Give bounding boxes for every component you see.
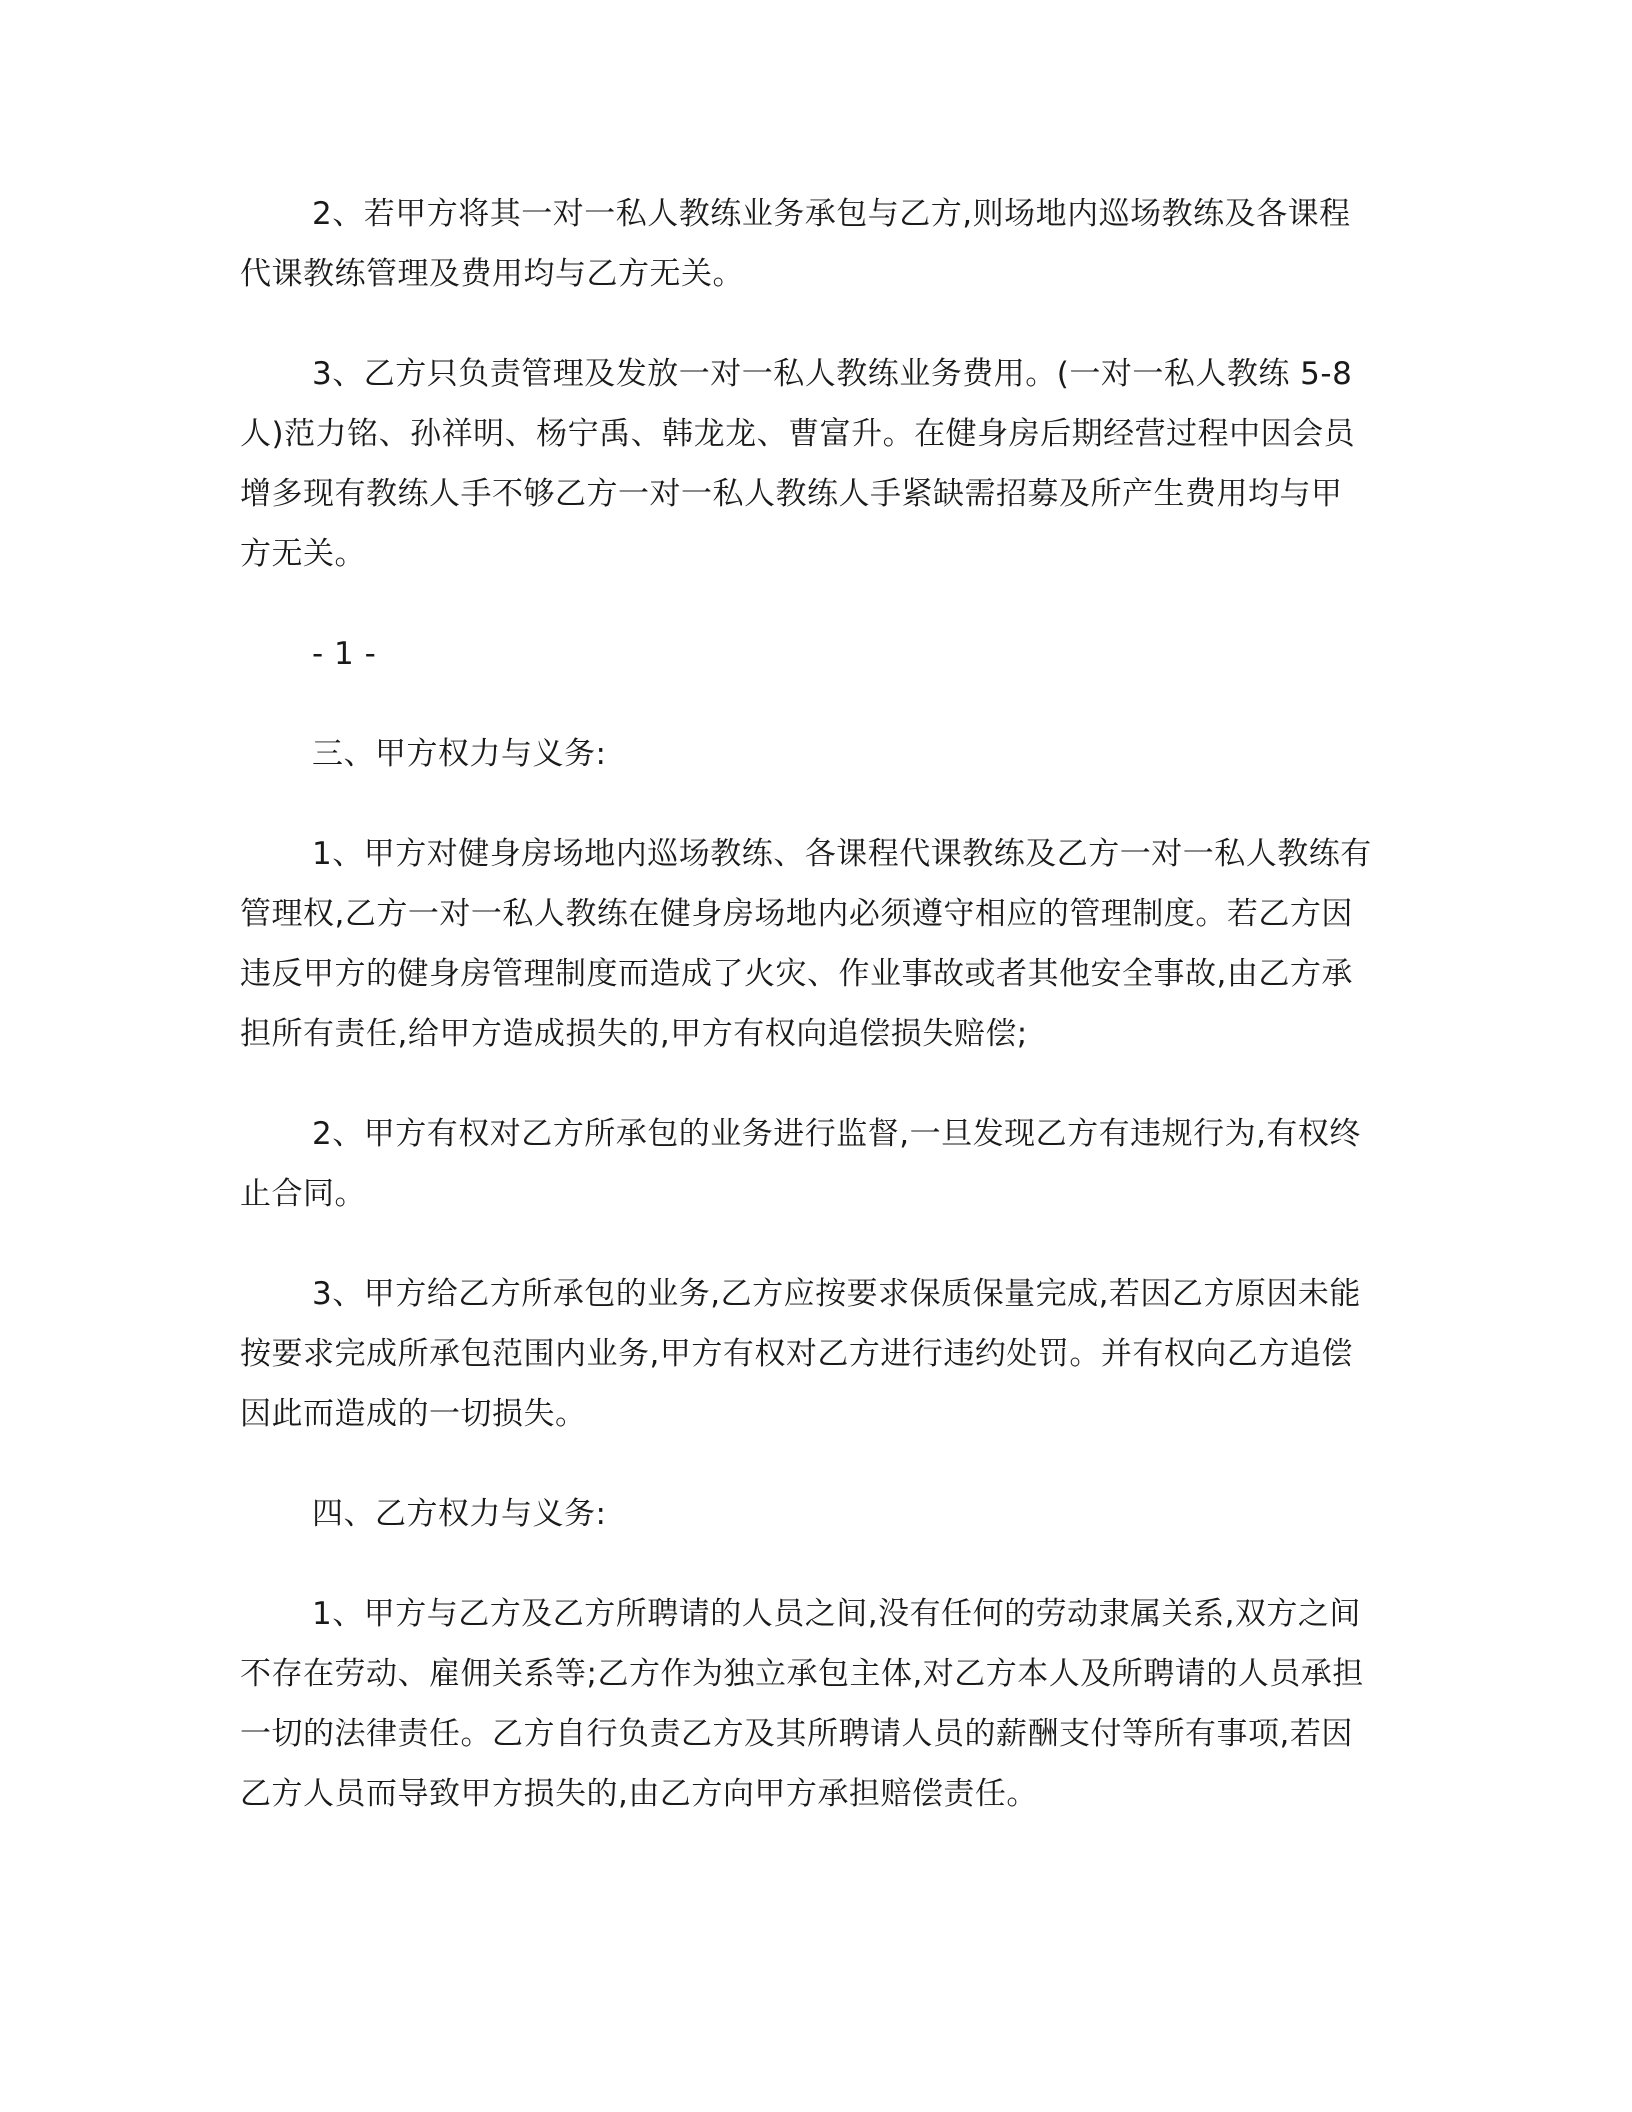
paragraph-section2-item3	[240, 344, 1400, 584]
paragraph-line: 止合同。	[240, 1176, 366, 1212]
paragraph-line: 代课教练管理及费用均与乙方无关。	[240, 256, 744, 292]
paragraph-section3-item2	[240, 1104, 1400, 1224]
page-number: - 1 -	[312, 636, 377, 672]
paragraph-section2-item2	[240, 184, 1400, 304]
paragraph-line: 一切的法律责任。乙方自行负责乙方及其所聘请人员的薪酬支付等所有事项,若因	[240, 1716, 1353, 1752]
paragraph-line: 方无关。	[240, 536, 366, 572]
paragraph-section3-item1	[240, 824, 1400, 1064]
paragraph-line: 3、甲方给乙方所承包的业务,乙方应按要求保质保量完成,若因乙方原因未能	[312, 1276, 1361, 1312]
paragraph-line: 2、甲方有权对乙方所承包的业务进行监督,一旦发现乙方有违规行为,有权终	[312, 1116, 1361, 1152]
paragraph-line: 因此而造成的一切损失。	[240, 1396, 587, 1432]
paragraph-section4-item1	[240, 1584, 1400, 1824]
paragraph-line: 增多现有教练人手不够乙方一对一私人教练人手紧缺需招募及所产生费用均与甲	[240, 476, 1343, 512]
paragraph-line: 1、甲方与乙方及乙方所聘请的人员之间,没有任何的劳动隶属关系,双方之间	[312, 1596, 1361, 1632]
paragraph-line: 不存在劳动、雇佣关系等;乙方作为独立承包主体,对乙方本人及所聘请的人员承担	[240, 1656, 1364, 1692]
paragraph-line: 违反甲方的健身房管理制度而造成了火灾、作业事故或者其他安全事故,由乙方承	[240, 956, 1353, 992]
paragraph-line: 人)范力铭、孙祥明、杨宁禹、韩龙龙、曹富升。在健身房后期经营过程中因会员	[240, 416, 1356, 452]
paragraph-section3-item3	[240, 1264, 1400, 1444]
paragraph-line: 2、若甲方将其一对一私人教练业务承包与乙方,则场地内巡场教练及各课程	[312, 196, 1351, 232]
paragraph-line: 3、乙方只负责管理及发放一对一私人教练业务费用。(一对一私人教练 5-8	[312, 356, 1353, 392]
paragraph-line: 担所有责任,给甲方造成损失的,甲方有权向追偿损失赔偿;	[240, 1016, 1028, 1052]
paragraph-line: 乙方人员而导致甲方损失的,由乙方向甲方承担赔偿责任。	[240, 1776, 1038, 1812]
section-heading-party-a: 三、甲方权力与义务:	[312, 736, 607, 772]
paragraph-line: 按要求完成所承包范围内业务,甲方有权对乙方进行违约处罚。并有权向乙方追偿	[240, 1336, 1353, 1372]
paragraph-line: 1、甲方对健身房场地内巡场教练、各课程代课教练及乙方一对一私人教练有	[312, 836, 1372, 872]
section-heading-party-b: 四、乙方权力与义务:	[312, 1496, 607, 1532]
paragraph-line: 管理权,乙方一对一私人教练在健身房场地内必须遵守相应的管理制度。若乙方因	[240, 896, 1353, 932]
